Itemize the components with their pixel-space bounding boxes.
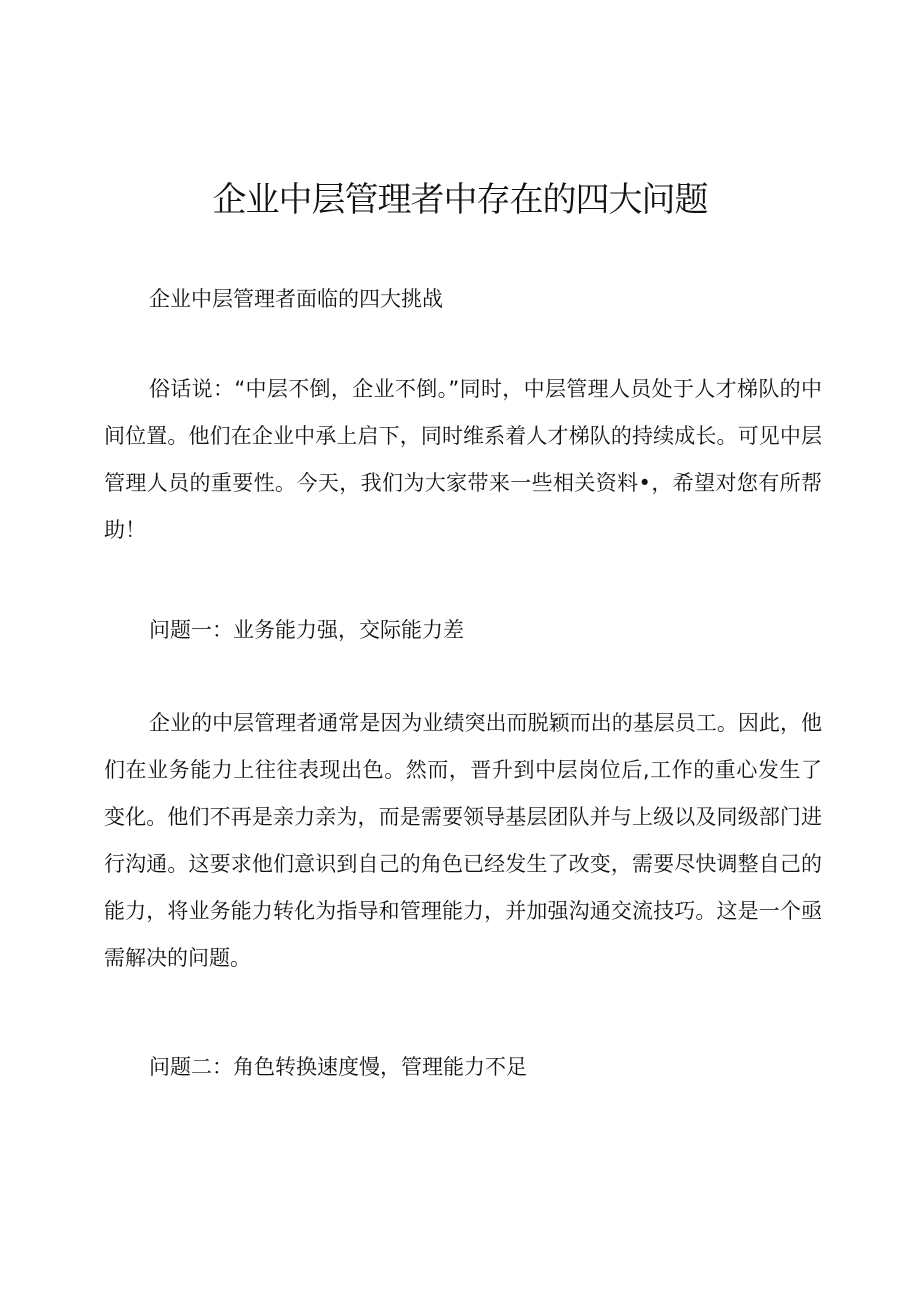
document-title: 企业中层管理者中存在的四大问题 bbox=[212, 180, 708, 220]
issue-one-paragraph: 企业的中层管理者通常是因为业绩突出而脱颖而出的基层员工。因此，他们在业务能力上往往表现出色。然而，晋升到中层岗位后,工作的重心发生了变化。他们不再是亲力亲为，而是需要领导基层团队并与上级以及同级部门进行沟通。这要求他们意识到自己的角色已经发生了改变，需要尽快调整自己的能力，将业务能力转化为指导和管理能力，并加强沟通交流技巧。这是一个亟需解决的问题。 bbox=[104, 711, 822, 970]
issue-one-heading: 问题一：业务能力强，交际能力差 bbox=[149, 618, 464, 642]
document-subtitle: 企业中层管理者面临的四大挑战 bbox=[149, 287, 443, 311]
issue-two-heading: 问题二：角色转换速度慢，管理能力不足 bbox=[149, 1055, 527, 1079]
intro-paragraph: 俗话说：“中层不倒，企业不倒。”同时，中层管理人员处于人才梯队的中间位置。他们在企业中承上启下，同时维系着人才梯队的持续成长。可见中层管理人员的重要性。今天，我们为大家带来一些相关资料•，希望对您有所帮助！ bbox=[104, 377, 822, 542]
